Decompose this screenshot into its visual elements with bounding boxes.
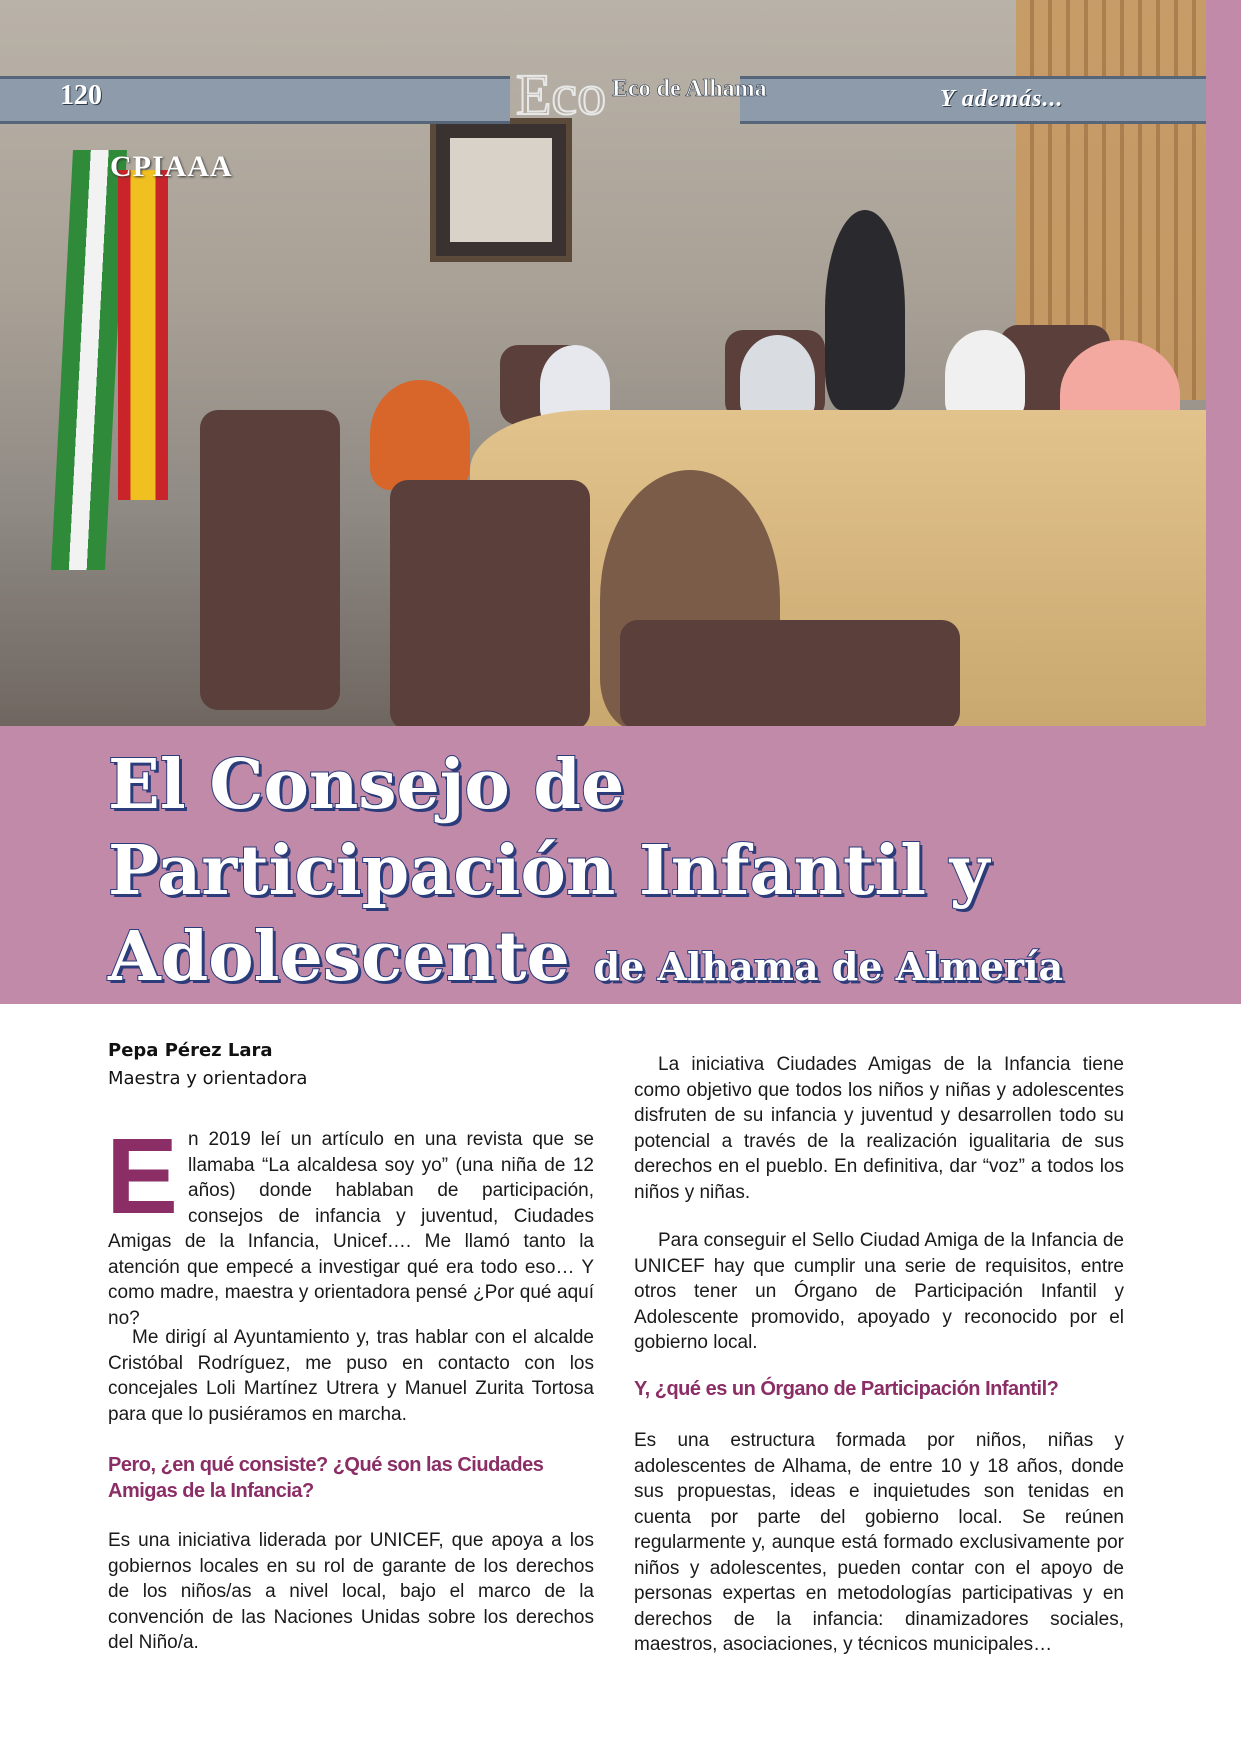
- column-2-paragraph-2: [634, 1228, 1124, 1356]
- drop-cap: E: [106, 1115, 179, 1236]
- adult-standing: [825, 210, 905, 410]
- subheading-2: Y, ¿qué es un Órgano de Participación Infantil?: [634, 1378, 1059, 1400]
- paragraph: Me dirigí al Ayuntamiento y, tras hablar con el alcalde Cristóbal Rodríguez, me puso en contacto con los concejales Loli Martínez Utrera y Manuel Zurita Tortosa para que lo pusiéramos en marcha.: [108, 1327, 594, 1425]
- child: [945, 330, 1025, 420]
- paragraph: Es una iniciativa liderada por UNICEF, que apoya a los gobiernos locales en su rol de garante de los derechos de los niños/as a nivel local, bajo el marco de la convención de las Naciones Unidas sobre los derechos del Niño/a.: [108, 1530, 594, 1653]
- logo-text: Eco de Alhama: [612, 76, 767, 102]
- column-2-paragraph-1: [634, 1052, 1124, 1205]
- author-name: Pepa Pérez Lara: [108, 1040, 273, 1061]
- column-1-paragraph-2: [108, 1325, 594, 1427]
- author-role: Maestra y orientadora: [108, 1068, 308, 1089]
- child: [370, 380, 470, 490]
- child: [740, 335, 815, 420]
- paragraph: Para conseguir el Sello Ciudad Amiga de la Infancia de UNICEF hay que cumplir una serie de requisitos, entre otros tener un Órgano de Participación Infantil y Adolescente promovido, apoyado y reconocido por el gobierno local.: [634, 1230, 1124, 1353]
- paragraph: La iniciativa Ciudades Amigas de la Infancia tiene como objetivo que todos los niños y niñas y adolescentes disfruten de su infancia y juventud y desarrollen todo su potencial a través de la realización igualitaria de sus derechos en el pueblo. En definitiva, dar “voz” a todos los niños y niñas.: [634, 1054, 1124, 1203]
- title-line-1: El Consejo de: [108, 745, 625, 825]
- column-1-paragraph-3: [108, 1528, 594, 1656]
- svg-text:Eco: Eco: [516, 62, 607, 127]
- subheading-1: Pero, ¿en qué consiste? ¿Qué son las Ciudades Amigas de la Infancia?: [108, 1454, 544, 1502]
- portrait-frame: [430, 118, 572, 262]
- column-2-paragraph-3: [634, 1428, 1124, 1658]
- paragraph: n 2019 leí un artículo en una revista que se llamaba “La alcaldesa soy yo” (una niña de 12 años) donde hablaban de participación, consejos de infancia y juventud, Ciudades Amigas de la Infancia, Unicef…. Me llamó tanto la atención que empecé a investigar qué era todo eso… Y como madre, maestra y orientadora pensé ¿Por qué aquí no?: [108, 1129, 594, 1329]
- spain-flag: [118, 170, 168, 500]
- column-1-intro: [106, 1115, 594, 1331]
- chair: [390, 480, 590, 730]
- andalusia-flag: [51, 150, 127, 570]
- eco-de-alhama-logo: [512, 62, 767, 127]
- section-tag: Y además...: [940, 86, 1064, 112]
- organization-tag: CPIAAA: [110, 150, 233, 183]
- paragraph: Es una estructura formada por niños, niñas y adolescentes de Alhama, de entre 10 y 18 años, donde sus propuestas, ideas e inquietudes son tenidas en cuenta por parte del gobierno local. Se reúnen regularmente y, aunque está formado exclusivamente por niños y adolescentes, pueden contar con el apoyo de personas expertas en metodologías participativas y en derechos de la infancia: dinamizadores sociales, maestros, asociaciones, y técnicos municipales…: [634, 1430, 1124, 1655]
- chair: [200, 410, 340, 710]
- title-line-3-small: de Alhama de Almería: [593, 944, 1064, 989]
- article-title: [108, 742, 1218, 1010]
- title-line-2: Participación Infantil y: [108, 831, 990, 911]
- chair: [620, 620, 960, 730]
- page-number: 120: [60, 80, 102, 111]
- title-line-3: Adolescente: [108, 917, 570, 997]
